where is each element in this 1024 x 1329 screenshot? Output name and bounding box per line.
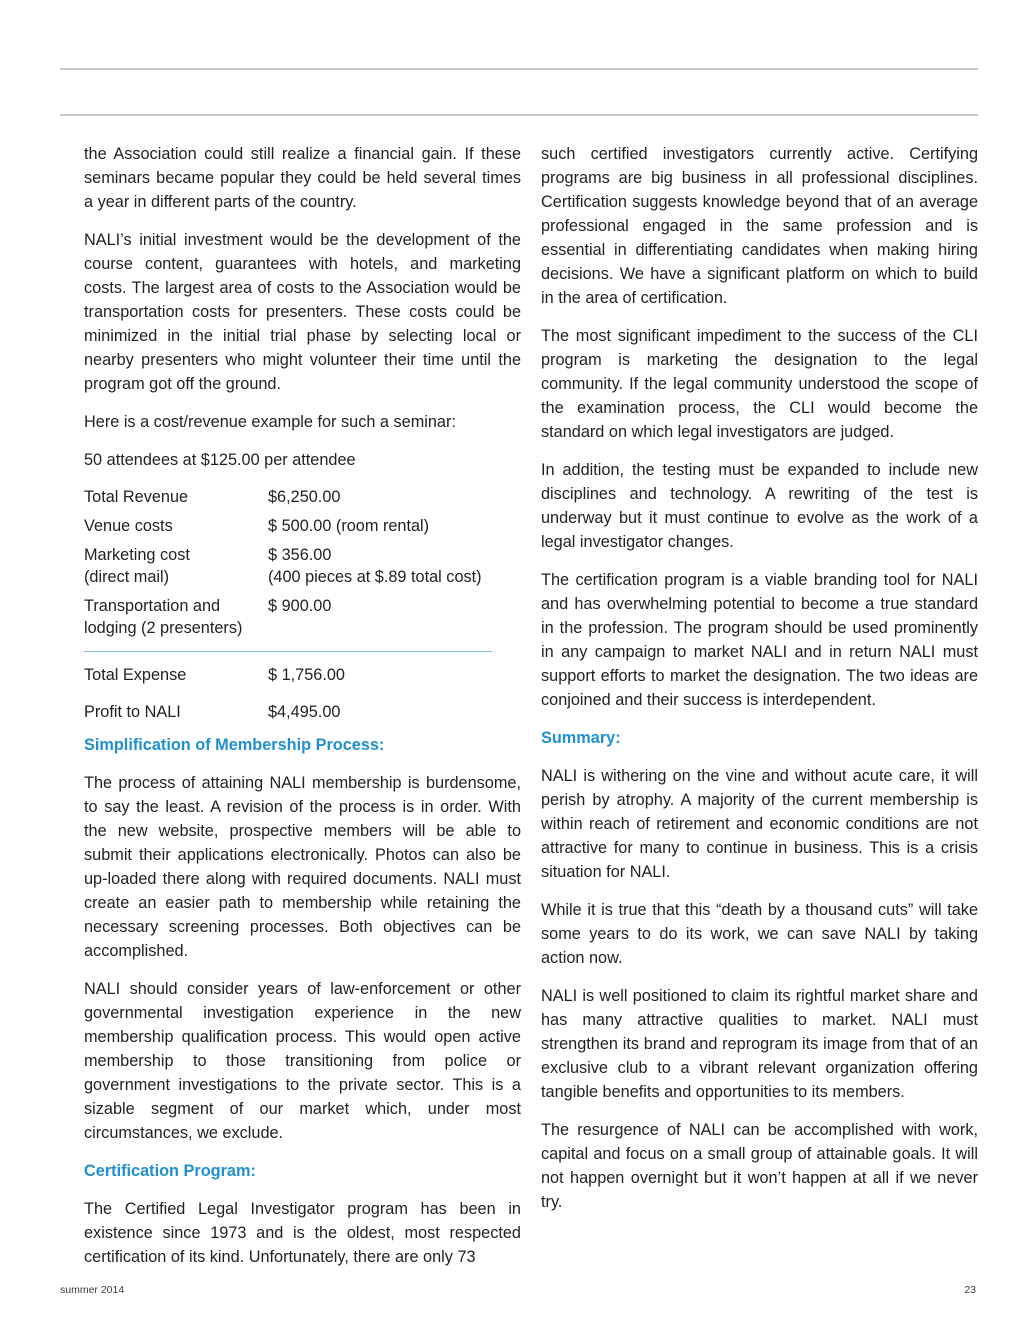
table-cell-value: $ 1,756.00 (268, 666, 345, 684)
table-row (84, 686, 492, 723)
paragraph: NALI is well positioned to claim its rightful market share and has many attractive qualities to market. NALI must strengthen its brand and reprogram its image from that of an exclusive club to a vibrant relevant organization offering tangible benefits and opportunities to its members. (541, 987, 978, 1101)
label-line: (direct mail) (84, 568, 170, 586)
paragraph: The resurgence of NALI can be accomplished with work, capital and focus on a small group of attainable goals. It will not happen overnight but it won’t happen at all if we never try. (541, 1121, 978, 1211)
table-cell-value: $ 900.00 (268, 597, 332, 615)
table-row (84, 588, 492, 639)
label-line: Marketing cost (84, 546, 190, 564)
value-line: $ 356.00 (268, 546, 332, 564)
table-cell-label (84, 588, 268, 639)
table-divider (84, 651, 492, 652)
table-row (84, 537, 492, 588)
table-separator-row (84, 639, 492, 664)
paragraph: The most significant impediment to the success of the CLI program is marketing the designation to the legal community. If the legal community understood the scope of the examination process, the CLI would become the standard on which legal investigators are judged. (541, 327, 978, 441)
paragraph: Here is a cost/revenue example for such a seminar: (84, 413, 456, 431)
paragraph: While it is true that this “death by a thousand cuts” will take some years to do its work, we can save NALI by taking action now. (541, 901, 978, 967)
paragraph: In addition, the testing must be expanded to include new disciplines and technology. A rewriting of the test is underway but it must continue to evolve as the work of a legal investigator changes. (541, 461, 978, 551)
header-rule-bottom (60, 114, 978, 116)
section-heading: Summary: (541, 729, 621, 747)
section-heading: Simplification of Membership Process: (84, 736, 385, 754)
page-number: 23 (964, 1284, 976, 1296)
paragraph: The certification program is a viable branding tool for NALI and has overwhelming potential to become a true standard in the profession. The program should be used prominently in any campaign to market NALI and in return NALI must support efforts to market the designation. The two ideas are conjoined and their success is interdependent. (541, 571, 978, 709)
header-rule-top (60, 68, 978, 70)
paragraph: NALI should consider years of law-enforcement or other governmental investigation experience in the new membership qualification process. This would open active membership to those transitioning from police or government investigations to the private sector. This is a sizable segment of our market which, under most circumstances, we exclude. (84, 980, 521, 1142)
cost-revenue-table (84, 486, 492, 723)
label-line: Transportation and (84, 597, 221, 615)
table-row (84, 508, 492, 537)
paragraph: NALI is withering on the vine and without acute care, it will perish by atrophy. A majority of the current membership is within reach of retirement and economic conditions are not attractive for many to continue in business. This is a crisis situation for NALI. (541, 767, 978, 881)
paragraph: NALI’s initial investment would be the development of the course content, guarantees with hotels, and marketing costs. The largest area of costs to the Association would be transportation costs for presenters. These costs could be minimized in the initial trial phase by selecting local or nearby presenters who might volunteer their time until the program got off the ground. (84, 231, 521, 393)
paragraph: 50 attendees at $125.00 per attendee (84, 451, 356, 469)
table-cell-label: Venue costs (84, 517, 173, 535)
table-cell-label: Total Expense (84, 666, 187, 684)
left-column (84, 142, 521, 1283)
label-line: lodging (2 presenters) (84, 619, 243, 637)
table-cell-value (268, 537, 492, 588)
table-cell-value: $ 500.00 (room rental) (268, 517, 430, 535)
paragraph: The Certified Legal Investigator program has been in existence since 1973 and is the oldest, most respected certification of its kind. Unfortunately, there are only 73 (84, 1200, 521, 1266)
table-cell-value: $4,495.00 (268, 703, 341, 721)
footer-issue: summer 2014 (60, 1284, 125, 1296)
paragraph: such certified investigators currently active. Certifying programs are big business in all professional disciplines. Certification suggests knowledge beyond that of an average professional engaged in the same profession and is essential in differentiating candidates when making hiring decisions. We have a significant platform on which to build in the area of certification. (541, 145, 978, 307)
section-heading: Certification Program: (84, 1162, 256, 1180)
table-cell-label: Profit to NALI (84, 703, 181, 721)
table-row (84, 664, 492, 686)
right-column (541, 142, 978, 1228)
paragraph: the Association could still realize a financial gain. If these seminars became popular they could be held several times a year in different parts of the country. (84, 145, 521, 211)
table-row (84, 486, 492, 508)
value-line: (400 pieces at $.89 total cost) (268, 568, 482, 586)
table-cell-value: $6,250.00 (268, 488, 341, 506)
table-cell-label: Total Revenue (84, 488, 189, 506)
paragraph: The process of attaining NALI membership is burdensome, to say the least. A revision of the process is in order. With the new website, prospective members will be able to submit their applications electronically. Photos can also be up-loaded there along with required documents. NALI must create an easier path to membership while retaining the necessary screening processes. Both objectives can be accomplished. (84, 774, 521, 960)
table-cell-label (84, 537, 268, 588)
